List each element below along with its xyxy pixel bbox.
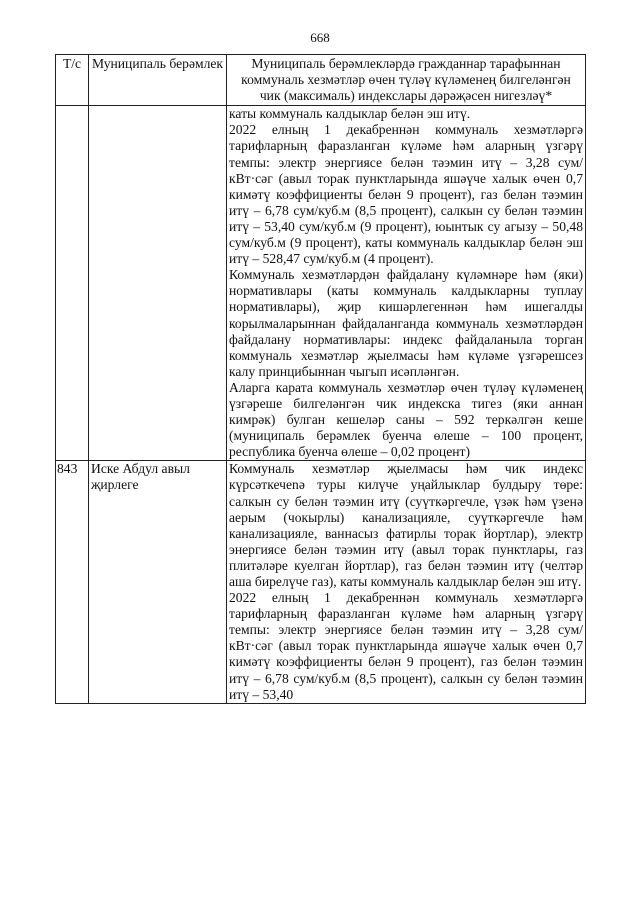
continuation-number-cell bbox=[56, 106, 89, 461]
table-header-row bbox=[56, 55, 586, 106]
paragraph: Аларга карата коммуналь хезмәтләр өчен түләү күләменең үзгәреше билгеләнгән чик индекска тигез (яки аннан кимрәк) булган кешеләр саны – 592 теркәлгән кеше (муниципаль берәмлек буенча өлеше – 100 процент, республика буенча өлеше – 0,02 процент) bbox=[229, 379, 583, 460]
row-text-cell bbox=[227, 461, 586, 703]
paragraph: 2022 елның 1 декабреннән коммуналь хезмәтләргә тарифларның фаразланган күләме һәм аларның үзгәрү темпы: электр энергиясе белән тәэмин итү – 3,28 сум/кВт·сәг (авыл торак пунктларында яшәүче халык өчен 0,7 кимәтү коэффициенты белән 9 процент), газ белән тәэмин итү – 6,78 сум/куб.м (8,5 процент), салкын су белән тәэмин итү – 53,40 сум/куб.м (9 процент), юынтык су агызу – 50,48 сум/куб.м (9 процент), каты коммуналь калдыклар белән эш итү – 528,47 сум/куб.м (4 процент). bbox=[229, 122, 583, 267]
page-number: 668 bbox=[310, 30, 330, 45]
table-row-continuation bbox=[56, 106, 586, 461]
header-municipality: Муниципаль берәмлек bbox=[89, 55, 227, 106]
document-table bbox=[55, 54, 586, 704]
row-number: 843 bbox=[56, 461, 89, 703]
paragraph: Коммуналь хезмәтләр җыелмасы һәм чик индекс күрсәткечenә туры килүче уңайлыклар булдыру төре: салкын су белән тәэмин итү (суүткәргечле, үзәк һәм үзенә аерым (чокырлы) канализацияле, суүткәргечле һәм канализацияле, ваннасыз фатирлы торак йортлар), электр энергиясе белән тәэмин итү (авыл торак пунктлары, газ плитәләре куелган йортлар), газ белән тәэмин итү (челтәр аша бирелүче газ), каты коммуналь калдыклар белән эш итү. bbox=[229, 461, 583, 589]
header-justification: Муниципаль берәмлекләрдә гражданнар тарафыннан коммуналь хезмәтләр өчен түләү күләменең билгеләнгән чик (максималь) индекслары дәрәҗәсен нигезләү* bbox=[227, 55, 586, 106]
continuation-name-cell bbox=[89, 106, 227, 461]
paragraph: 2022 елның 1 декабреннән коммуналь хезмәтләргә тарифларның фаразланган күләме һәм аларның үзгәрү темпы: электр энергиясе белән тәэмин итү – 3,28 сум/кВт·сәг (авыл торак пунктларында яшәүче халык өчен 0,7 кимәтү коэффициенты белән 9 процент), газ белән тәэмин итү – 6,78 сум/куб.м (8,5 процент), салкын су белән тәэмин итү – 53,40 bbox=[229, 590, 583, 702]
header-number: Т/с bbox=[56, 55, 89, 106]
paragraph: каты коммуналь калдыклар белән эш итү. bbox=[229, 106, 471, 122]
continuation-text-cell bbox=[227, 106, 586, 461]
row-municipality-name: Иске Абдул авыл җирлеге bbox=[89, 461, 227, 703]
paragraph: Коммуналь хезмәтләрдән файдалану күләмнәре һәм (яки) нормативлары (каты коммуналь калдыкларны туплау нормативлары), җир кишәрлегеннән һәм ишегалды корылмаларыннан файдаланганда коммуналь хезмәтләрдән файдалану нормативлары: индекс файдаланыла торган коммуналь хезмәтләр җыелмасы һәм күләме үзгәрешсез калу принцибыннан чыгып исәпләнгән. bbox=[229, 267, 583, 379]
table-row bbox=[56, 461, 586, 703]
